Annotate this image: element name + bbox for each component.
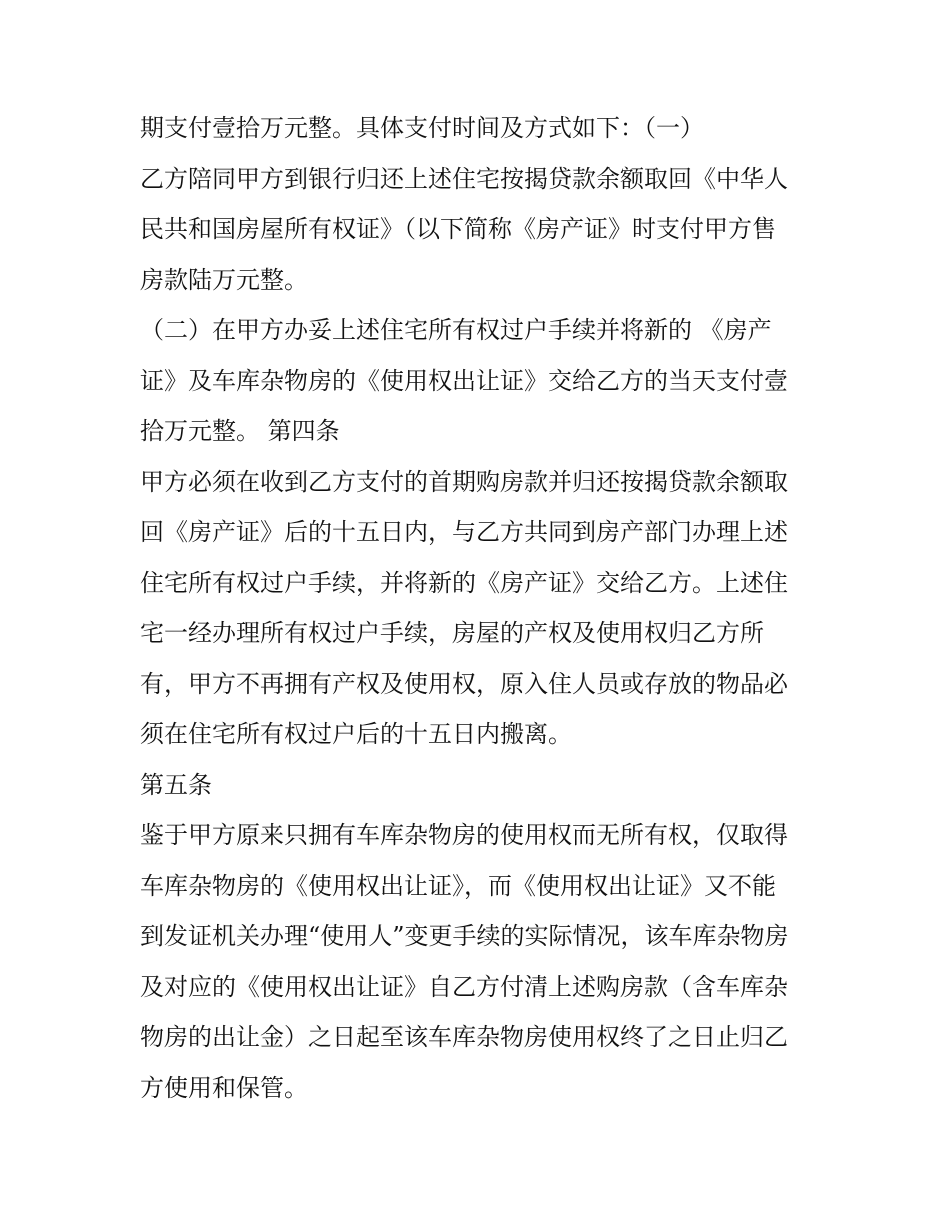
- text-line: 鉴于甲方原来只拥有车库杂物房的使用权而无所有权，仅取得: [140, 821, 788, 849]
- text-line: 回《房产证》后的十五日内，与乙方共同到房产部门办理上述: [140, 518, 788, 546]
- text-line: 住宅所有权过户手续，并将新的《房产证》交给乙方。上述住: [140, 568, 788, 597]
- text-line: 物房的出让金）之日起至该车库杂物房使用权终了之日止归乙: [140, 1023, 788, 1051]
- text-line: 方使用和保管。: [140, 1073, 308, 1102]
- text-line: 须在住宅所有权过户后的十五日内搬离。: [140, 720, 572, 748]
- text-line: 拾万元整。 第四条: [140, 417, 340, 445]
- text-line: 及对应的《使用权出让证》自乙方付清上述购房款（含车库杂: [140, 972, 788, 1001]
- text-line: 有，甲方不再拥有产权及使用权，原入住人员或存放的物品必: [140, 669, 788, 698]
- text-line: 民共和国房屋所有权证》（以下简称《房产证》时支付甲方售: [140, 215, 776, 243]
- text-line: 到发证机关办理“使用人”变更手续的实际情况，该车库杂物房: [140, 922, 789, 950]
- text-line: （二）在甲方办妥上述住宅所有权过户手续并将新的 《房产: [140, 316, 772, 344]
- text-line: 乙方陪同甲方到银行归还上述住宅按揭贷款余额取回《中华人: [140, 164, 788, 193]
- document-body: [140, 103, 820, 1113]
- text-line: 车库杂物房的《使用权出让证》，而《使用权出让证》又不能: [140, 871, 776, 900]
- text-line: 房款陆万元整。: [140, 265, 308, 294]
- text-line: 宅一经办理所有权过户手续，房屋的产权及使用权归乙方所: [140, 619, 764, 647]
- text-line: 期支付壹拾万元整。具体支付时间及方式如下：（一）: [140, 114, 704, 142]
- text-line: 甲方必须在收到乙方支付的首期购房款并归还按揭贷款余额取: [140, 467, 788, 496]
- text-line: 证》及车库杂物房的《使用权出让证》交给乙方的当天支付壹: [140, 366, 788, 395]
- section-heading: 第五条: [140, 770, 212, 799]
